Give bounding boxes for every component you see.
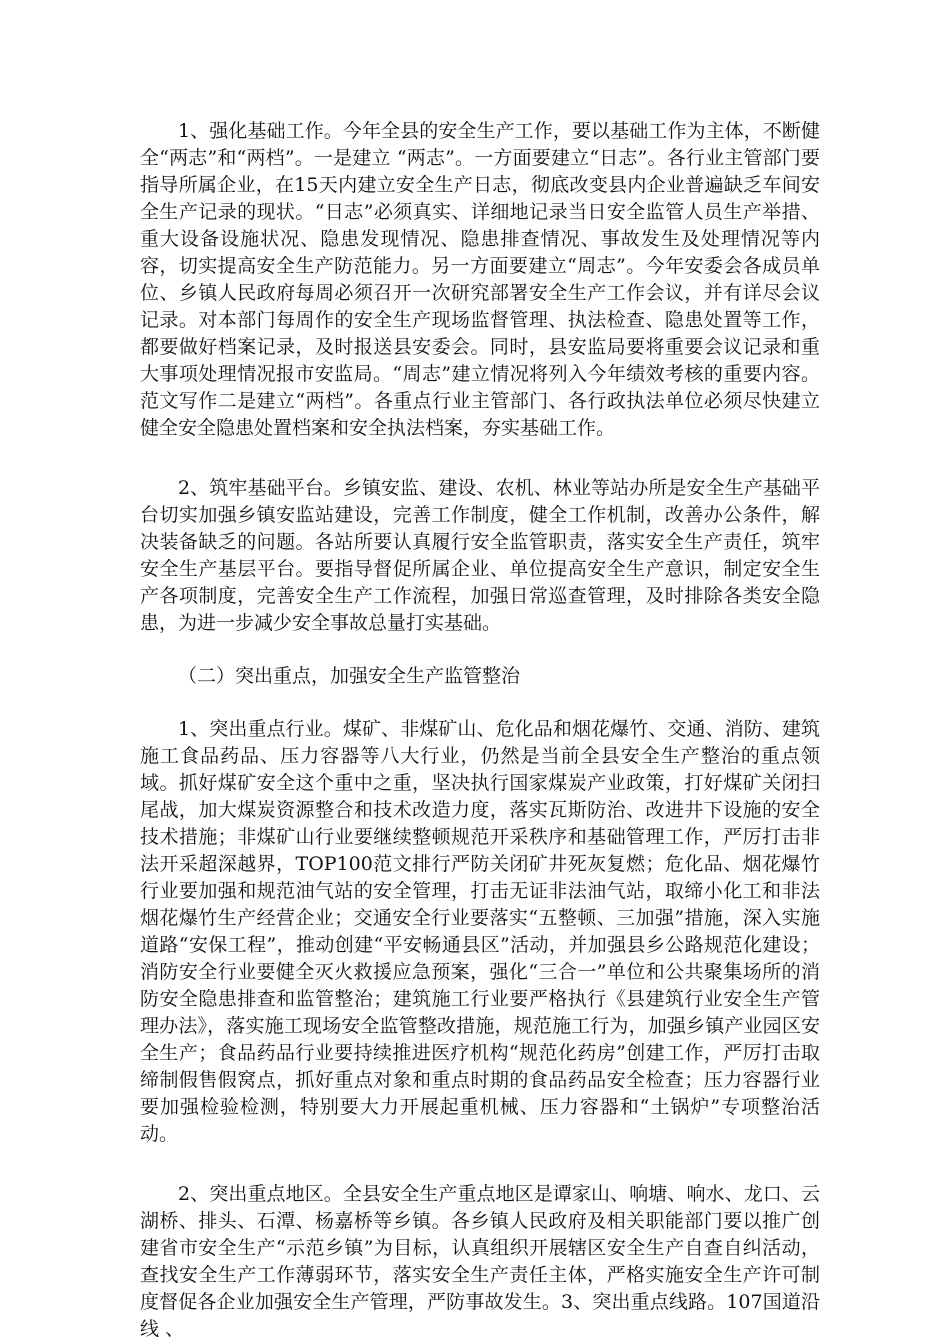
paragraph-spacer (140, 637, 820, 663)
paragraph-build-platform: 2、筑牢基础平台。乡镇安监、建设、农机、林业等站办所是安全生产基础平台切实加强乡镇安监站建设，完善工作制度，健全工作机制，改善办公条件，解决装备缺乏的问题。各站所要认真履行安全监管职责，落实安全生产责任，筑牢安全生产基层平台。要指导督促所属企业、单位提高安全生产意识，制定安全生产各项制度，完善安全生产工作流程，加强日常巡查管理，及时排除各类安全隐患，为进一步减少安全事故总量打实基础。 (140, 477, 820, 634)
paragraph-spacer (140, 442, 820, 475)
paragraph-spacer (140, 1148, 820, 1181)
paragraph-spacer (140, 690, 820, 716)
document-body (140, 118, 820, 1343)
paragraph-key-industries: 1、突出重点行业。煤矿、非煤矿山、危化品和烟花爆竹、交通、消防、建筑施工食品药品、压力容器等八大行业，仍然是当前全县安全生产整治的重点领域。抓好煤矿安全这个重中之重，坚决执行国家煤炭产业政策，打好煤矿关闭扫尾战，加大煤炭资源整合和技术改造力度，落实瓦斯防治、改进井下设施的安全技术措施；非煤矿山行业要继续整顿规范开采秩序和基础管理工作，严厉打击非法开采超深越界，TOP100范文排行严防关闭矿井死灰复燃；危化品、烟花爆竹行业要加强和规范油气站的安全管理，打击无证非法油气站，取缔小化工和非法烟花爆竹生产经营企业；交通安全行业要落实“五整顿、三加强”措施，深入实施道路“安保工程”，推动创建“平安畅通县区”活动，并加强县乡公路规范化建设；消防安全行业要健全灭火救援应急预案，强化“三合一”单位和公共聚集场所的消防安全隐患排查和监管整治；建筑施工行业要严格执行《县建筑行业安全生产管理办法》，落实施工现场安全监管整改措施，规范施工行为，加强乡镇产业园区安全生产；食品药品行业要持续推进医疗机构“规范化药房”创建工作，严厉打击取缔制假售假窝点，抓好重点对象和重点时期的食品药品安全检查；压力容器行业要加强检验检测，特别要大力开展起重机械、压力容器和“土锅炉”专项整治活动。 (140, 718, 820, 1145)
section-heading-key-points: （二）突出重点，加强安全生产监管整治 (178, 665, 521, 687)
paragraph-key-regions: 2、突出重点地区。全县安全生产重点地区是谭家山、响塘、响水、龙口、云湖桥、排头、石潭、杨嘉桥等乡镇。各乡镇人民政府及相关职能部门要以推广创建省市安全生产“示范乡镇”为目标，认真组织开展辖区安全生产自查自纠活动，查找安全生产工作薄弱环节，落实安全生产责任主体，严格实施安全生产许可制度督促各企业加强安全生产管理，严防事故发生。3、突出重点线路。107国道沿线 、 (140, 1183, 820, 1340)
paragraph-strengthen-foundation: 1、强化基础工作。今年全县的安全生产工作，要以基础工作为主体，不断健全“两志”和“两档”。一是建立 “两志”。一方面要建立“日志”。各行业主管部门要指导所属企业，在15天内建立安全生产日志，彻底改变县内企业普遍缺乏车间安全生产记录的现状。“日志”必须真实、详细地记录当日安全监管人员生产举措、重大设备设施状况、隐患发现情况、隐患排查情况、事故发生及处理情况等内容，切实提高安全生产防范能力。另一方面要建立“周志”。今年安委会各成员单位、乡镇人民政府每周必须召开一次研究部署安全生产工作会议，并有详尽会议记录。对本部门每周作的安全生产现场监督管理、执法检查、隐患处置等工作，都要做好档案记录，及时报送县安委会。同时，县安监局要将重要会议记录和重大事项处理情况报市安监局。“周志”建立情况将列入今年绩效考核的重要内容。范文写作二是建立“两档”。各重点行业主管部门、各行政执法单位必须尽快建立健全安全隐患处置档案和安全执法档案，夯实基础工作。 (140, 120, 820, 439)
